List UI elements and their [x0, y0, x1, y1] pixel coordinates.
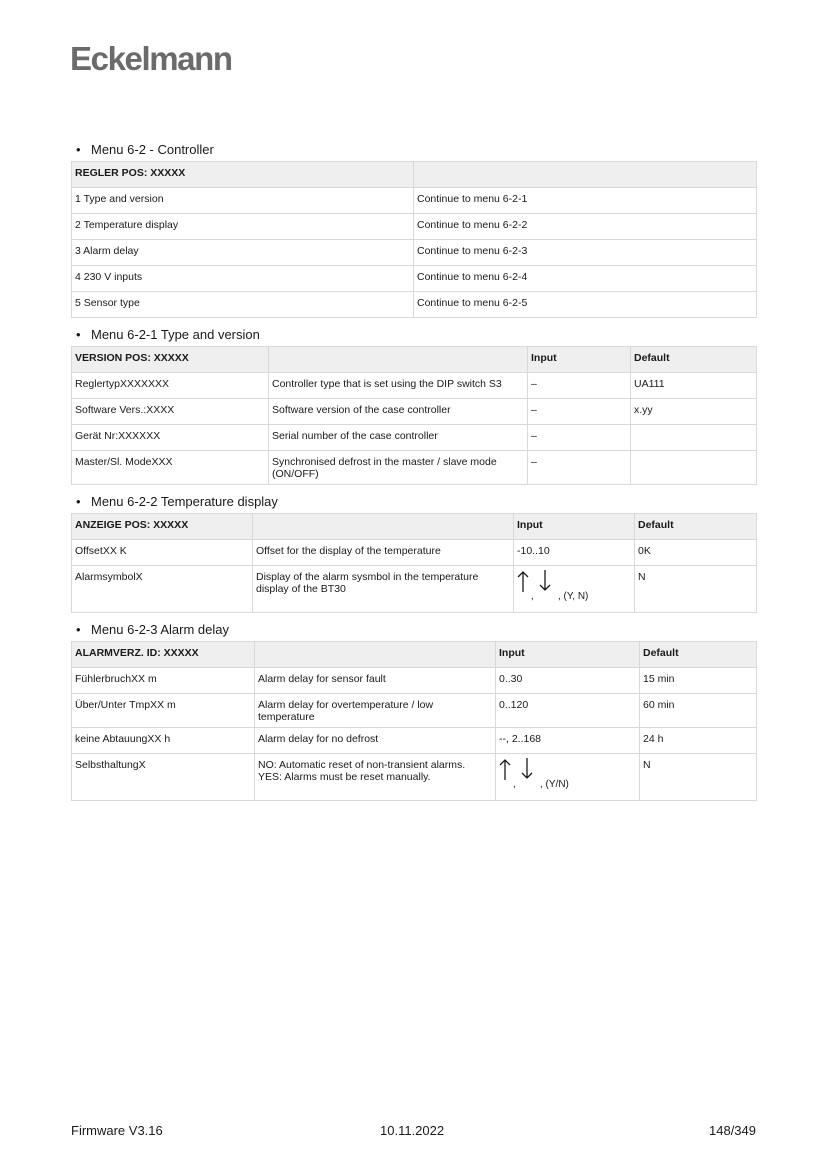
alarm-delay-table — [71, 641, 757, 801]
arrow-input-cell: , , (Y, N) — [514, 566, 635, 613]
section-title-temperature-display: • Menu 6-2-2 Temperature display — [76, 494, 278, 509]
footer-page-number: 148/349 — [709, 1123, 756, 1138]
table-row: OffsetXX K Offset for the display of the temperature -10..10 0K — [72, 540, 757, 566]
table-header-row: ANZEIGE POS: XXXXX Input Default — [72, 514, 757, 540]
table-header-cell: REGLER POS: XXXXX — [72, 162, 414, 188]
table-row: Software Vers.:XXXX Software version of the case controller – x.yy — [72, 399, 757, 425]
table-row: Gerät Nr:XXXXXX Serial number of the case controller – — [72, 425, 757, 451]
footer-firmware: Firmware V3.16 — [71, 1123, 163, 1138]
table-row: FühlerbruchXX m Alarm delay for sensor fault 0..30 15 min — [72, 668, 757, 694]
type-version-table — [71, 346, 757, 485]
table-row: 2 Temperature display Continue to menu 6-2-2 — [72, 214, 757, 240]
table-row: SelbsthaltungX NO: Automatic reset of non-transient alarms. YES: Alarms must be reset manually. , , (Y/N) N — [72, 754, 757, 801]
section-title-alarm-delay: • Menu 6-2-3 Alarm delay — [76, 622, 230, 637]
company-logo: Eckelmann — [70, 40, 232, 77]
arrow-up-icon — [517, 571, 529, 593]
table-row: 3 Alarm delay Continue to menu 6-2-3 — [72, 240, 757, 266]
section-title-controller: • Menu 6-2 - Controller — [76, 142, 214, 157]
table-header-cell — [414, 162, 757, 188]
table-row: Master/Sl. ModeXXX Synchronised defrost in the master / slave mode (ON/OFF) – — [72, 451, 757, 485]
table-header-row — [72, 162, 757, 188]
controller-menu-table — [71, 161, 757, 318]
arrow-down-icon — [539, 569, 551, 591]
table-row: keine AbtauungXX h Alarm delay for no defrost --, 2..168 24 h — [72, 728, 757, 754]
table-header-row: VERSION POS: XXXXX Input Default — [72, 347, 757, 373]
arrow-up-icon — [499, 759, 511, 781]
arrow-down-icon — [521, 757, 533, 779]
table-row: ReglertypXXXXXXX Controller type that is set using the DIP switch S3 – UA111 — [72, 373, 757, 399]
table-row: 4 230 V inputs Continue to menu 6-2-4 — [72, 266, 757, 292]
table-header-row: ALARMVERZ. ID: XXXXX Input Default — [72, 642, 757, 668]
footer-date: 10.11.2022 — [380, 1123, 445, 1138]
document-body — [71, 141, 756, 809]
section-title-type-version: • Menu 6-2-1 Type and version — [76, 327, 260, 342]
temperature-display-table — [71, 513, 757, 613]
arrow-input-cell: , , (Y/N) — [496, 754, 640, 801]
table-row: 5 Sensor type Continue to menu 6-2-5 — [72, 292, 757, 318]
table-row: AlarmsymbolX Display of the alarm sysmbol in the temperature display of the BT30 , , (Y, N) N — [72, 566, 757, 613]
table-row: 1 Type and version Continue to menu 6-2-1 — [72, 188, 757, 214]
table-row: Über/Unter TmpXX m Alarm delay for overtemperature / low temperature 0..120 60 min — [72, 694, 757, 728]
